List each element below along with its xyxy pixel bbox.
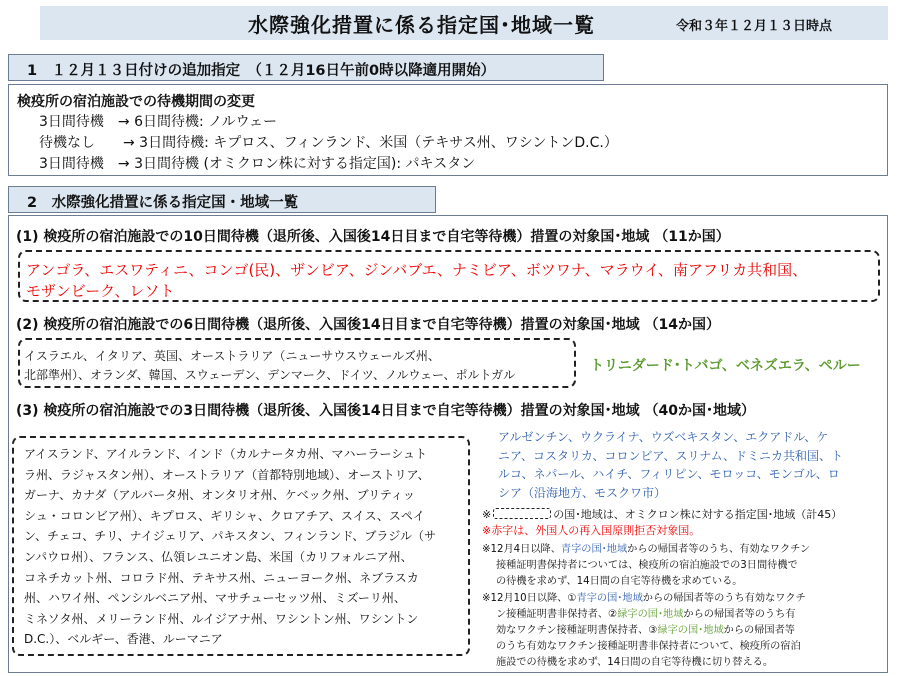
group6-line: 北部準州）、オランダ、韓国、スウェーデン、デンマーク、ドイツ、ノルウェー、ポルトガル	[24, 368, 516, 382]
section1-box	[8, 84, 888, 176]
group6-green-countries: トリニダード･トバゴ、ベネズエラ、ペルー	[590, 358, 861, 374]
group10-line: アンゴラ、エスワティニ、コンゴ(民)、ザンビア、ジンバブエ、ナミビア、ボツワナ、マラウイ、南アフリカ共和国、	[26, 261, 808, 279]
group6-title: (2) 検疫所の宿泊施設での6日間待機（退所後、入国後14日目まで自宅等待機）措置の対象国･地域 （14か国）	[16, 317, 720, 333]
group3-line: アイスランド、アイルランド、インド（カルナータカ州、マハーラーシュト	[24, 447, 427, 461]
section2-heading: 2 水際強化措置に係る指定国・地域一覧	[8, 186, 436, 213]
page-title: 水際強化措置に係る指定国･地域一覧	[248, 13, 595, 37]
group6-line: イスラエル、イタリア、英国、オーストラリア（ニューサウスウェールズ州、	[24, 349, 440, 363]
red-text-note: ※赤字は、外国人の再入国原則拒否対象国。	[482, 524, 701, 537]
group3-blue-line: ルコ、ネパール、ハイチ、フィリピン、モロッコ、モンゴル、ロ	[498, 467, 840, 481]
change-row: 3日間待機 → 6日間待機: ノルウェー	[39, 114, 278, 130]
section1-heading: 1 １２月１３日付けの追加指定 （１２月16日午前0時以降適用開始）	[8, 54, 604, 81]
group3-blue-list	[498, 428, 843, 502]
group3-blue-line: アルゼンチン、ウクライナ、ウズベキスタン、エクアドル、ケ	[498, 430, 829, 444]
group3-line: 州、ハワイ州、ペンシルベニア州、マサチューセッツ州、ミズーリ州、	[24, 591, 406, 606]
change-row: 待機なし → 3日間待機: キプロス、フィンランド、米国（テキサス州、ワシントンD.C.）	[39, 135, 618, 151]
dashed-box-legend	[493, 508, 551, 519]
group3-list	[24, 444, 436, 650]
group3-line: シュ・コロンビア州）、キプロス、ギリシャ、クロアチア、スイス、スペイ	[24, 508, 425, 523]
change-row: 3日間待機 → 3日間待機 (オミクロン株に対する指定国): パキスタン	[39, 156, 476, 172]
group3-line: ガーナ、カナダ（アルバータ州、オンタリオ州、ケベック州、ブリティッ	[24, 488, 415, 503]
group3-line: ンパウロ州）、フランス、仏領レユニオン島、米国（カリフォルニア州、	[24, 549, 413, 564]
as-of-date: 令和３年１２月１３日時点	[676, 19, 833, 34]
group3-line: ラ州、ラジャスタン州）、オーストラリア（首都特別地域）、オーストリア、	[24, 467, 430, 482]
group3-line: ミネソタ州、メリーランド州、ルイジアナ州、ワシントン州、ワシントン	[24, 611, 419, 626]
group3-line: コネチカット州、コロラド州、テキサス州、ニューヨーク州、ネブラスカ	[24, 570, 419, 585]
group3-blue-line: ニア、コスタリカ、コロンビア、スリナム、ドミニカ共和国、ト	[498, 448, 844, 463]
group3-title: (3) 検疫所の宿泊施設での3日間待機（退所後、入国後14日目まで自宅等待機）措置の対象国･地域 （40か国･地域）	[16, 403, 755, 419]
group3-line: ン、チェコ、チリ、ナイジェリア、パキスタン、フィンランド、ブラジル（サ	[24, 529, 437, 544]
dec4-note: ※12月4日以降、青字の国･地域からの帰国者等のうち、有効なワクチン 接種証明書保持者については、検疫所の宿泊施設での3日間待機で の待機を求めず、14日間の自宅等待機を求めている。	[482, 544, 811, 587]
group3-line: D.C.）、ベルギー、香港、ルーマニア	[24, 632, 223, 647]
dec10-note: ※12月10日以降、①青字の国･地域からの帰国者等のうち有効なワクチ ン接種証明書非保持者、②緑字の国･地域からの帰国者等のうち有 効なワクチン接種証明書保持者、③緑字の国･地域からの帰国者等 のうち有効なワクチン接種証明書非保持者について、検疫所の宿泊 施設での待機を求めず、14日間の自宅等待機に切り替える。	[482, 593, 806, 668]
group3-blue-line: シア（沿海地方、モスクワ市）	[498, 485, 667, 500]
group10-line: モザンビーク、レソト	[26, 282, 175, 300]
group10-title: (1) 検疫所の宿泊施設での10日間待機（退所後、入国後14日目まで自宅等待機）措置の対象国･地域 （11か国）	[16, 229, 730, 245]
omicron-note: ※ の国･地域は、オミクロン株に対する指定国･地域（計45）	[482, 508, 843, 521]
section1-subtitle: 検疫所の宿泊施設での待機期間の変更	[17, 94, 255, 110]
